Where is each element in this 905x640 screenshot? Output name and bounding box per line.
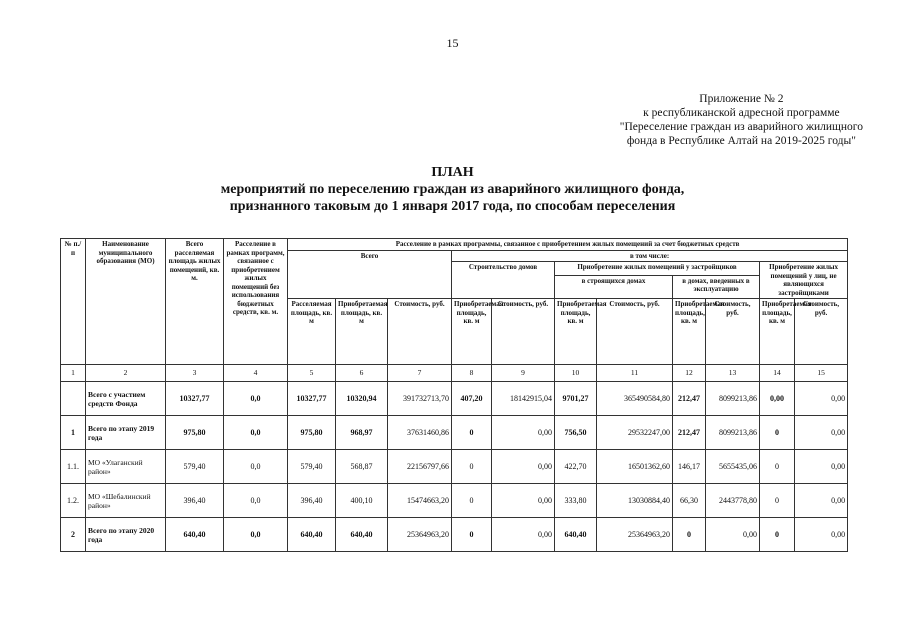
cell-col-13: 2443778,80 (706, 484, 760, 518)
cell-col-12: 0 (673, 518, 706, 552)
cell-col-12: 212,47 (673, 416, 706, 450)
resettlement-plan-table (60, 238, 848, 552)
cell-col-11: 16501362,60 (597, 450, 673, 484)
column-number: 5 (288, 365, 336, 382)
cell-col-15: 0,00 (795, 484, 848, 518)
header-no: № п./п (61, 239, 86, 365)
cell-col-14: 0 (760, 416, 795, 450)
municipality-name: Всего по этапу 2019 года (86, 416, 166, 450)
cell-col-9: 0,00 (492, 518, 555, 552)
cell-col-3: 579,40 (166, 450, 224, 484)
header-acq-area: Приобретаемая площадь, кв. м (555, 299, 597, 365)
cell-col-7: 37631460,86 (388, 416, 452, 450)
cell-col-3: 10327,77 (166, 382, 224, 416)
header-total-area: Всего расселяемая площадь жилых помещений, кв. м. (166, 239, 224, 365)
column-number: 3 (166, 365, 224, 382)
header-cost: Стоимость, руб. (706, 299, 760, 365)
cell-col-12: 212,47 (673, 382, 706, 416)
column-number: 7 (388, 365, 452, 382)
header-acq-area: Приобретаемая площадь, кв. м (452, 299, 492, 365)
municipality-name: Всего с участием средств Фонда (86, 382, 166, 416)
appendix-line: Приложение № 2 (699, 93, 784, 105)
header-cost: Стоимость, руб. (795, 299, 848, 365)
cell-col-15: 0,00 (795, 416, 848, 450)
cell-col-10: 756,50 (555, 416, 597, 450)
appendix-line: "Переселение граждан из аварийного жилищного (619, 121, 863, 133)
cell-col-13: 8099213,86 (706, 416, 760, 450)
cell-col-10: 640,40 (555, 518, 597, 552)
cell-col-5: 10327,77 (288, 382, 336, 416)
cell-col-3: 396,40 (166, 484, 224, 518)
header-no-budget: Расселение в рамках программ, связанное с приобретением жилых помещений без использования бюджетных средств, кв. м. (224, 239, 288, 365)
cell-col-14: 0 (760, 484, 795, 518)
column-number: 1 (61, 365, 86, 382)
header-acquisition: Приобретение жилых помещений у застройщиков (555, 262, 760, 276)
municipality-name: МО «Улаганский район» (86, 450, 166, 484)
appendix-note (620, 92, 863, 148)
cell-col-11: 365490584,80 (597, 382, 673, 416)
cell-col-8: 407,20 (452, 382, 492, 416)
cell-col-7: 391732713,70 (388, 382, 452, 416)
cell-col-8: 0 (452, 518, 492, 552)
cell-col-6: 640,40 (336, 518, 388, 552)
municipality-name: Всего по этапу 2020 года (86, 518, 166, 552)
document-title (0, 164, 905, 215)
cell-col-14: 0 (760, 518, 795, 552)
cell-col-15: 0,00 (795, 450, 848, 484)
column-number: 15 (795, 365, 848, 382)
cell-col-8: 0 (452, 416, 492, 450)
cell-col-12: 66,30 (673, 484, 706, 518)
header-under-construction: в строящихся домах (555, 275, 673, 299)
table-row (61, 518, 848, 552)
cell-col-10: 333,80 (555, 484, 597, 518)
header-mo: Наименование муниципального образования (МО) (86, 239, 166, 365)
appendix-line: к республиканской адресной программе (643, 107, 840, 119)
cell-col-6: 568,87 (336, 450, 388, 484)
column-number: 4 (224, 365, 288, 382)
cell-col-3: 975,80 (166, 416, 224, 450)
title-line: мероприятий по переселению граждан из аварийного жилищного фонда, (220, 182, 685, 197)
cell-col-5: 579,40 (288, 450, 336, 484)
column-number: 9 (492, 365, 555, 382)
table-row (61, 484, 848, 518)
column-number: 2 (86, 365, 166, 382)
cell-col-7: 25364963,20 (388, 518, 452, 552)
cell-col-11: 25364963,20 (597, 518, 673, 552)
cell-col-9: 0,00 (492, 484, 555, 518)
header-acquired-area: Приобретаемая площадь, кв. м (336, 299, 388, 365)
municipality-name: МО «Шебалинский район» (86, 484, 166, 518)
cell-col-6: 400,10 (336, 484, 388, 518)
cell-col-7: 22156797,66 (388, 450, 452, 484)
row-number: 1.1. (61, 450, 86, 484)
cell-col-7: 15474663,20 (388, 484, 452, 518)
header-total: Всего (288, 250, 452, 299)
header-acq-area: Приобретаемая площадь, кв. м (673, 299, 706, 365)
cell-col-4: 0,0 (224, 518, 288, 552)
header-resettled-area: Расселяемая площадь, кв. м (288, 299, 336, 365)
cell-col-9: 0,00 (492, 450, 555, 484)
cell-col-4: 0,0 (224, 484, 288, 518)
cell-col-15: 0,00 (795, 518, 848, 552)
cell-col-14: 0,00 (760, 382, 795, 416)
table-row (61, 450, 848, 484)
header-cost: Стоимость, руб. (388, 299, 452, 365)
cell-col-3: 640,40 (166, 518, 224, 552)
cell-col-11: 29532247,00 (597, 416, 673, 450)
table-body (61, 382, 848, 552)
cell-col-14: 0 (760, 450, 795, 484)
column-number: 12 (673, 365, 706, 382)
cell-col-5: 975,80 (288, 416, 336, 450)
header-including: в том числе: (452, 250, 848, 262)
column-number: 14 (760, 365, 795, 382)
cell-col-4: 0,0 (224, 416, 288, 450)
cell-col-8: 0 (452, 450, 492, 484)
cell-col-4: 0,0 (224, 382, 288, 416)
row-number: 2 (61, 518, 86, 552)
cell-col-4: 0,0 (224, 450, 288, 484)
header-acq-area: Приобретаемая площадь, кв. м (760, 299, 795, 365)
cell-col-15: 0,00 (795, 382, 848, 416)
cell-col-13: 0,00 (706, 518, 760, 552)
column-number: 8 (452, 365, 492, 382)
table-row (61, 416, 848, 450)
cell-col-10: 9701,27 (555, 382, 597, 416)
cell-col-13: 5655435,06 (706, 450, 760, 484)
cell-col-11: 13030884,40 (597, 484, 673, 518)
cell-col-9: 18142915,04 (492, 382, 555, 416)
header-from-individuals: Приобретение жилых помещений у лиц, не являющихся застройщиками (760, 262, 848, 299)
row-number: 1 (61, 416, 86, 450)
header-program: Расселение в рамках программы, связанное с приобретением жилых помещений за счет бюджетных средств (288, 239, 848, 251)
row-number: 1.2. (61, 484, 86, 518)
cell-col-5: 640,40 (288, 518, 336, 552)
column-number: 13 (706, 365, 760, 382)
page-number: 15 (446, 36, 459, 50)
table-row (61, 382, 848, 416)
cell-col-12: 146,17 (673, 450, 706, 484)
cell-col-8: 0 (452, 484, 492, 518)
title-line: признанного таковым до 1 января 2017 года, по способам переселения (229, 199, 676, 214)
row-number (61, 382, 86, 416)
header-cost: Стоимость, руб. (492, 299, 555, 365)
column-number-row (61, 365, 848, 382)
header-cost: Стоимость, руб. (597, 299, 673, 365)
cell-col-6: 10320,94 (336, 382, 388, 416)
cell-col-6: 968,97 (336, 416, 388, 450)
header-construction: Строительство домов (452, 262, 555, 299)
cell-col-9: 0,00 (492, 416, 555, 450)
header-commissioned: в домах, введенных в эксплуатацию (673, 275, 760, 299)
title-line: ПЛАН (431, 165, 474, 180)
column-number: 6 (336, 365, 388, 382)
column-number: 10 (555, 365, 597, 382)
column-number: 11 (597, 365, 673, 382)
cell-col-5: 396,40 (288, 484, 336, 518)
cell-col-13: 8099213,86 (706, 382, 760, 416)
appendix-line: фонда в Республике Алтай на 2019-2025 годы" (626, 135, 856, 147)
cell-col-10: 422,70 (555, 450, 597, 484)
